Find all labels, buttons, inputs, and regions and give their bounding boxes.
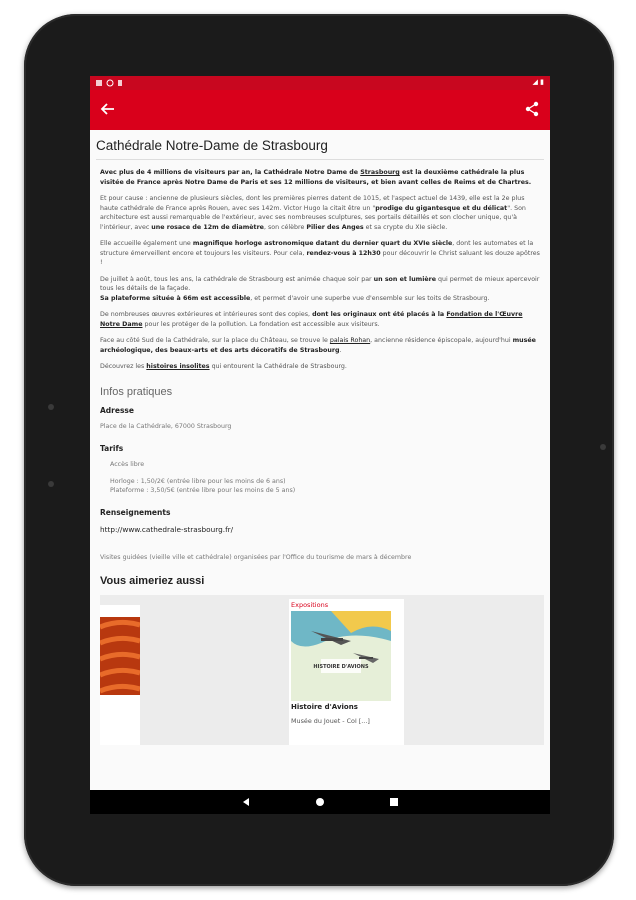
tarif-item: Horloge : 1,50/2€ (entrée libre pour les moins de 6 ans) [110,477,286,485]
airplane-poster-image [291,611,391,701]
text-segment: , dont les automates et la structure émerveillent encore et toujours les visiteurs. Pour cela, [100,240,534,257]
tarifs-label: Tarifs [100,443,124,453]
share-icon[interactable] [524,101,540,117]
card-poster [291,611,391,701]
suggestions-carousel[interactable] [100,595,544,745]
paragraph [96,239,544,268]
nav-recents-icon[interactable] [388,796,400,808]
tarif-item: Accès libre [110,460,145,468]
inline-link[interactable]: Fondation de l'Œuvre Notre Dame [100,311,523,328]
text-segment: . [339,346,342,354]
infos-heading: Infos pratiques [100,385,173,398]
renseignements-label: Renseignements [100,507,171,517]
tarifs-list [106,461,544,494]
inline-link[interactable]: palais Rohan [329,337,371,344]
text-segment: Avec plus de 4 millions de visiteurs par an, la Cathédrale Notre Dame de [100,169,361,176]
card-image [100,617,140,695]
text-segment: , son célèbre [263,223,307,231]
text-segment: , ancienne résidence épiscopale, aujourd'hui [370,337,513,344]
status-bar [90,76,550,90]
paragraph [96,168,544,187]
text-segment: rendez-vous à 12h30 [306,249,381,257]
text-segment: est la deuxième cathédrale la plus visitée de France après Notre Dame de Paris et ses 12 millions de visiteurs, et bien avant celles de Reims et de Chartres. [100,169,532,186]
inline-link[interactable]: Strasbourg [360,169,400,176]
text-segment: ". Son architecture est aussi remarquable de l'extérieur, avec ses nombreuses sculptures, ses portails détaillés et son clocher unique, qu'à l'intérieur, avec [100,204,526,231]
status-icons-right: ◢ ▮ [532,78,544,86]
suggestion-card[interactable] [289,599,404,745]
tarif-item: Plateforme : 3,50/5€ (entrée libre pour les moins de 5 ans) [110,486,296,494]
text-segment: musée archéologique, des beaux-arts et des arts décoratifs de Strasbourg [100,337,536,354]
text-segment: Et pour cause : ancienne de plusieurs siècles, dont les premières pierres datent de 1015, et l'aspect actuel de 1439, elle est la 2e plus haute cathédrale de France après Rouen, avec ses 142m. Victor Hugo la citait être un " [100,195,525,212]
text-segment: Face au côté Sud de la Cathédrale, sur la place du Château, se trouve le [100,337,330,344]
nav-back-icon[interactable] [240,796,252,808]
suggestions-heading: Vous aimeriez aussi [100,574,205,587]
paragraph [96,362,544,372]
adresse-label: Adresse [100,405,134,415]
paragraph [96,310,544,329]
screen [90,76,550,814]
adresse-value: Place de la Cathédrale, 67000 Strasbourg [100,422,232,430]
bezel-dot [600,444,606,450]
text-segment: Découvrez les [100,363,147,370]
card-category: Expositions [291,600,329,609]
text-segment: qui permet de mieux apercevoir tous les détails de la façade. [100,275,540,292]
nav-home-icon[interactable] [314,796,326,808]
inline-link[interactable]: histoires insolites [146,363,210,370]
system-nav-bar [90,790,550,814]
text-segment: prodige du gigantesque et du délicat [375,204,508,212]
bezel-dot [48,481,54,487]
text-segment: une rosace de 12m de diamètre [151,223,264,231]
text-segment: dont les originaux ont été placés à la [312,311,447,318]
paragraph [96,194,544,232]
page-title: Cathédrale Notre-Dame de Strasbourg [96,130,544,160]
text-segment: De nombreuses œuvres extérieures et intérieures sont des copies, [100,311,313,318]
text-segment: pour les protéger de la pollution. La fondation est accessible aux visiteurs. [142,320,380,328]
text-segment: magnifique horloge astronomique datant du dernier quart du XVIe siècle [192,240,453,247]
footnote: Visites guidées (vieille ville et cathédrale) organisées par l'Office du tourisme de mars à décembre [100,553,412,561]
poster-title: HISTOIRE D'AVIONS [313,663,369,670]
theater-seats-image [100,617,140,695]
bezel-dot [48,404,54,410]
status-icons-left [96,79,136,87]
card-title: Histoire d'Avions [291,702,358,711]
text-segment: De juillet à août, tous les ans, la cathédrale de Strasbourg est animée chaque soir par [100,275,374,283]
paragraph [96,336,544,355]
text-segment: et sa crypte du XIe siècle. [363,223,448,231]
text-segment: Pilier des Anges [306,223,364,231]
suggestion-card[interactable] [100,605,140,745]
text-segment: Sa plateforme située à 66m est accessible [100,294,251,302]
content [90,130,550,745]
text-segment: , et permet d'avoir une superbe vue d'ensemble sur les toits de Strasbourg. [250,294,490,302]
back-arrow-icon[interactable] [100,101,116,117]
paragraph [96,294,544,304]
paragraph [96,275,544,294]
text-segment: qui entourent la Cathédrale de Strasbourg. [209,363,347,370]
app-bar [90,90,550,130]
card-location: Musée du Jouet - Col [...] [291,716,370,725]
text-segment: un son et lumière [373,275,437,283]
text-segment: pour découvrir le Christ saluant les douze apôtres ! [100,249,540,266]
website-link[interactable]: http://www.cathedrale-strasbourg.fr/ [100,524,234,534]
text-segment: Elle accueille également une [100,240,193,247]
